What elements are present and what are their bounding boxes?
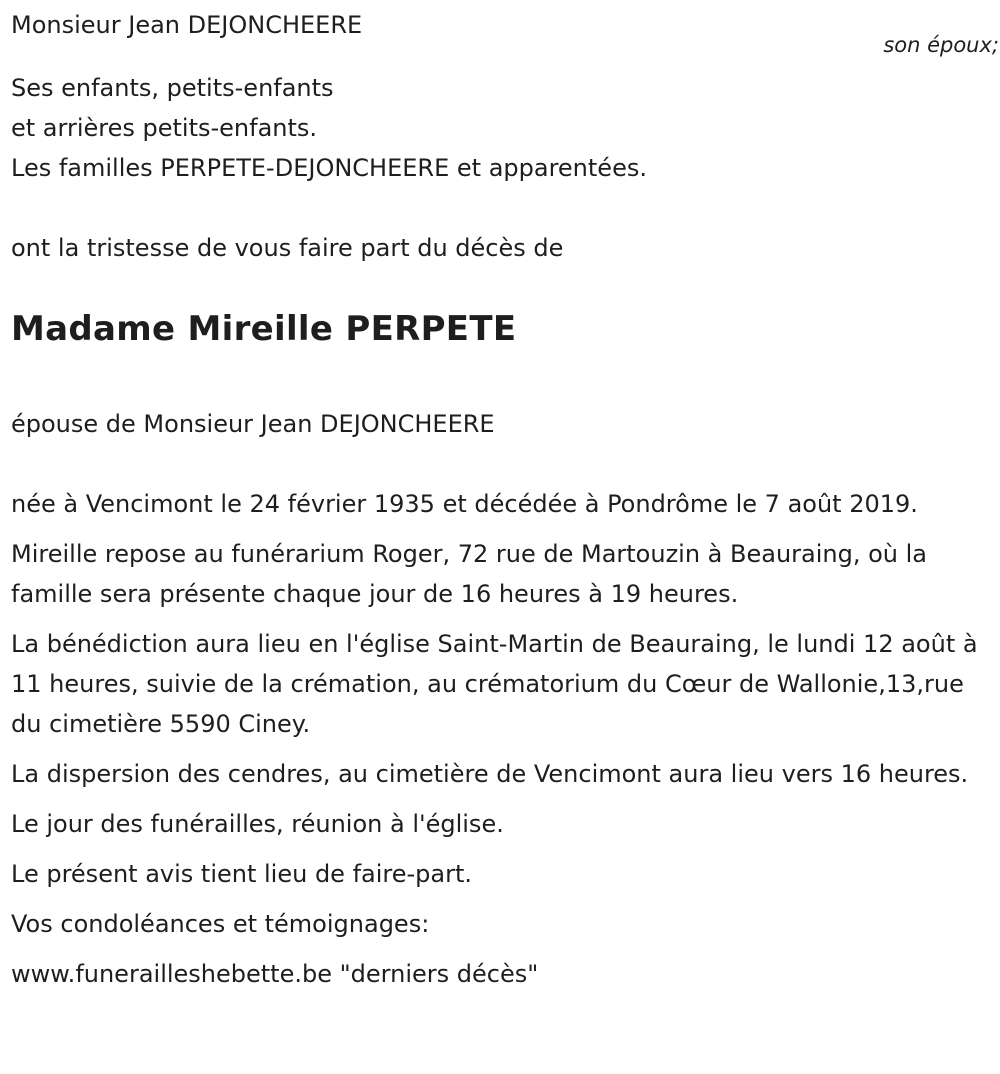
husband-line: Monsieur Jean DEJONCHEERE <box>11 11 363 39</box>
header-row <box>11 5 999 57</box>
obituary-notice <box>11 5 999 994</box>
deceased-name: Madame Mireille PERPETE <box>11 309 517 349</box>
blessing-text: La bénédiction aura lieu en l'église Saint-Martin de Beauraing, le lundi 12 août à 11 heures, suivie de la crémation, au crématorium du Cœur de Wallonie,13,rue du cimetière 5590 Ciney. <box>11 630 978 738</box>
husband-role: son époux; <box>883 33 999 57</box>
family-block <box>11 68 986 188</box>
family-line: Les familles PERPETE-DEJONCHEERE et apparentées. <box>11 154 647 182</box>
notice-text: Le présent avis tient lieu de faire-part. <box>11 860 473 888</box>
birth-death-text: née à Vencimont le 24 février 1935 et décédée à Pondrôme le 7 août 2019. <box>11 490 918 518</box>
family-line: et arrières petits-enfants. <box>11 114 318 142</box>
meeting-text: Le jour des funérailles, réunion à l'église. <box>11 810 504 838</box>
family-line: Ses enfants, petits-enfants <box>11 74 334 102</box>
website-link[interactable]: www.funerailleshebette.be "derniers décès" <box>11 960 539 988</box>
spouse-line: épouse de Monsieur Jean DEJONCHEERE <box>11 410 495 438</box>
announcement-text: ont la tristesse de vous faire part du décès de <box>11 234 564 262</box>
rest-location-text: Mireille repose au funérarium Roger, 72 rue de Martouzin à Beauraing, où la famille sera présente chaque jour de 16 heures à 19 heures. <box>11 540 928 608</box>
dispersion-text: La dispersion des cendres, au cimetière de Vencimont aura lieu vers 16 heures. <box>11 760 969 788</box>
condolences-label: Vos condoléances et témoignages: <box>11 910 430 938</box>
